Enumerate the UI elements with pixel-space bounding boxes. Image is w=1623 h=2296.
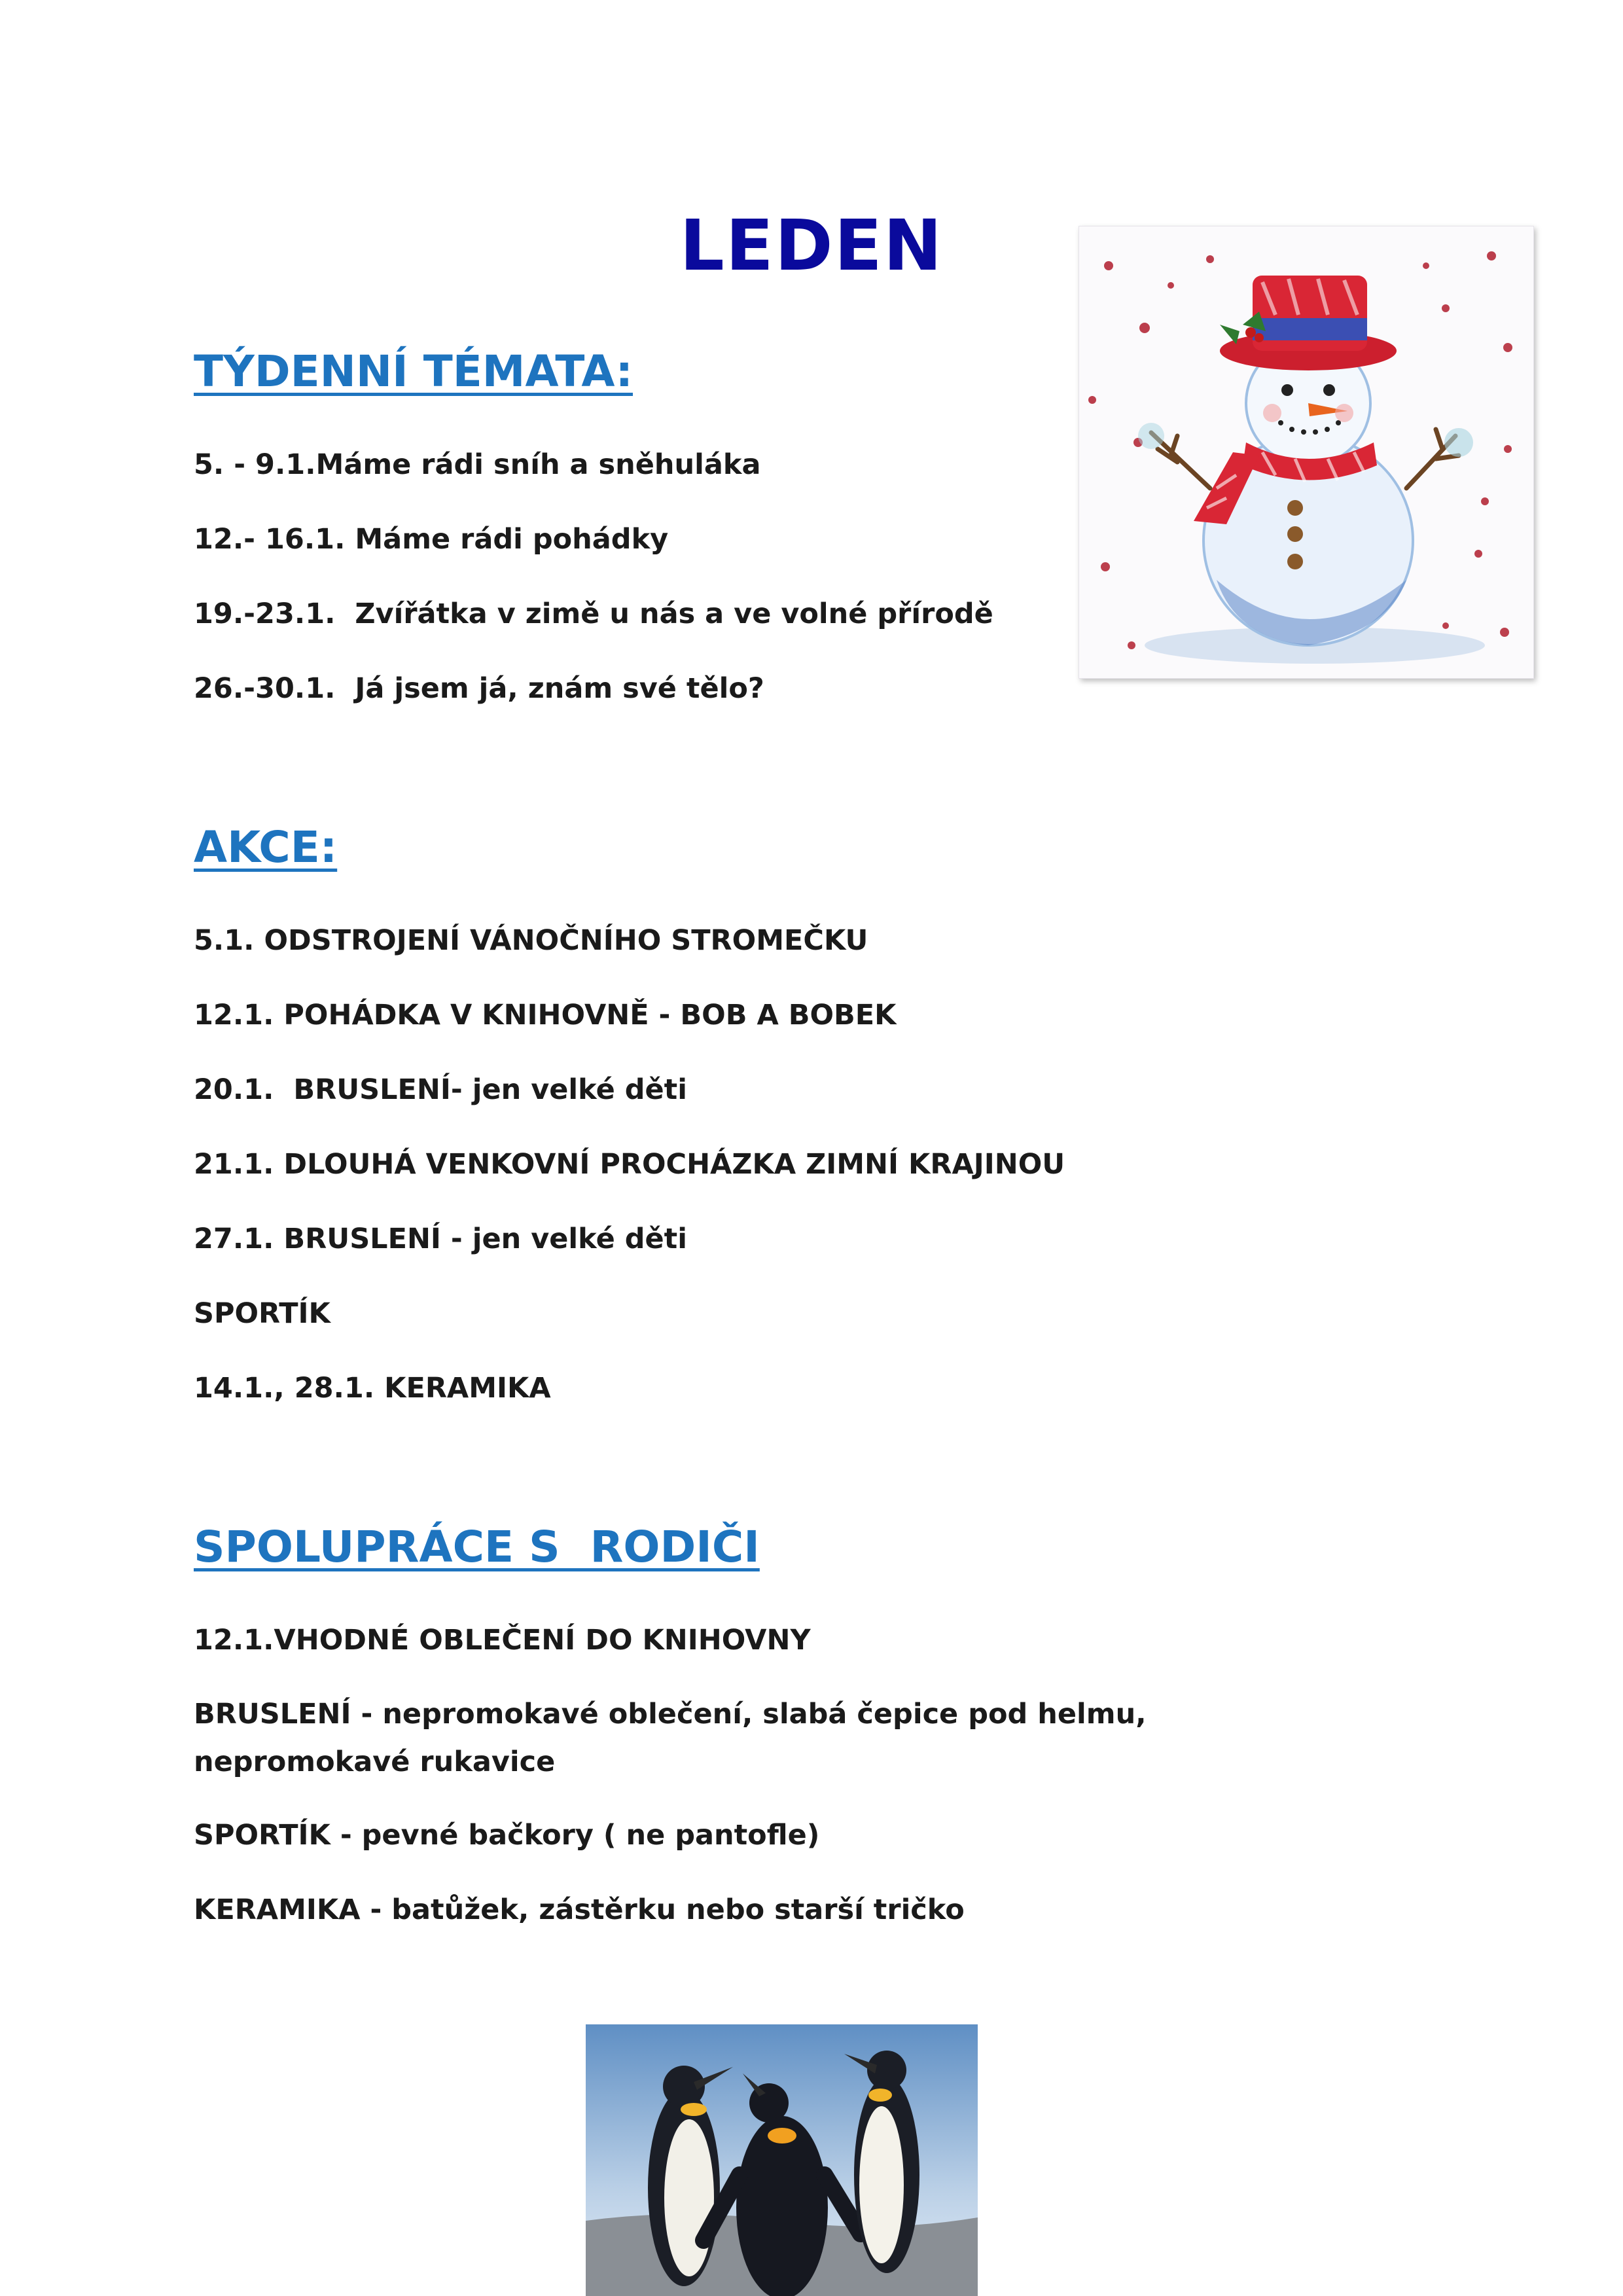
- penguins-photo: [586, 2024, 978, 2296]
- event-line: 20.1. BRUSLENÍ- jen velké děti: [194, 1073, 687, 1106]
- snowman-illustration: [1079, 226, 1534, 679]
- theme-line: 5. - 9.1.Máme rádi sníh a sněhuláka: [194, 448, 761, 481]
- cooperation-line: SPORTÍK - pevné bačkory ( ne pantofle): [194, 1819, 820, 1852]
- penguins-icon: [586, 2024, 978, 2296]
- event-line: 21.1. DLOUHÁ VENKOVNÍ PROCHÁZKA ZIMNÍ KRAJINOU: [194, 1148, 1065, 1181]
- section-heading-events: AKCE:: [194, 822, 338, 872]
- theme-line: 26.-30.1. Já jsem já, znám své tělo?: [194, 672, 764, 705]
- cooperation-line: 12.1.VHODNÉ OBLEČENÍ DO KNIHOVNY: [194, 1624, 811, 1657]
- event-line: 5.1. ODSTROJENÍ VÁNOČNÍHO STROMEČKU: [194, 924, 868, 957]
- section-heading-parent-cooperation: SPOLUPRÁCE S RODIČI: [194, 1522, 760, 1572]
- event-line: 27.1. BRUSLENÍ - jen velké děti: [194, 1223, 687, 1255]
- event-line: 12.1. POHÁDKA V KNIHOVNĚ - BOB A BOBEK: [194, 999, 897, 1031]
- page-title: LEDEN: [679, 206, 944, 287]
- snowman-icon: [1079, 226, 1533, 678]
- section-heading-weekly-themes: TÝDENNÍ TÉMATA:: [194, 346, 633, 397]
- cooperation-line: BRUSLENÍ - nepromokavé oblečení, slabá čepice pod helmu, nepromokavé rukavice: [194, 1698, 1147, 1778]
- theme-line: 19.-23.1. Zvířátka v zimě u nás a ve volné přírodě: [194, 598, 993, 630]
- cooperation-line: KERAMIKA - batůžek, zástěrku nebo starší tričko: [194, 1893, 965, 1926]
- event-line: SPORTÍK: [194, 1297, 330, 1330]
- theme-line: 12.- 16.1. Máme rádi pohádky: [194, 523, 669, 556]
- event-line: 14.1., 28.1. KERAMIKA: [194, 1372, 551, 1405]
